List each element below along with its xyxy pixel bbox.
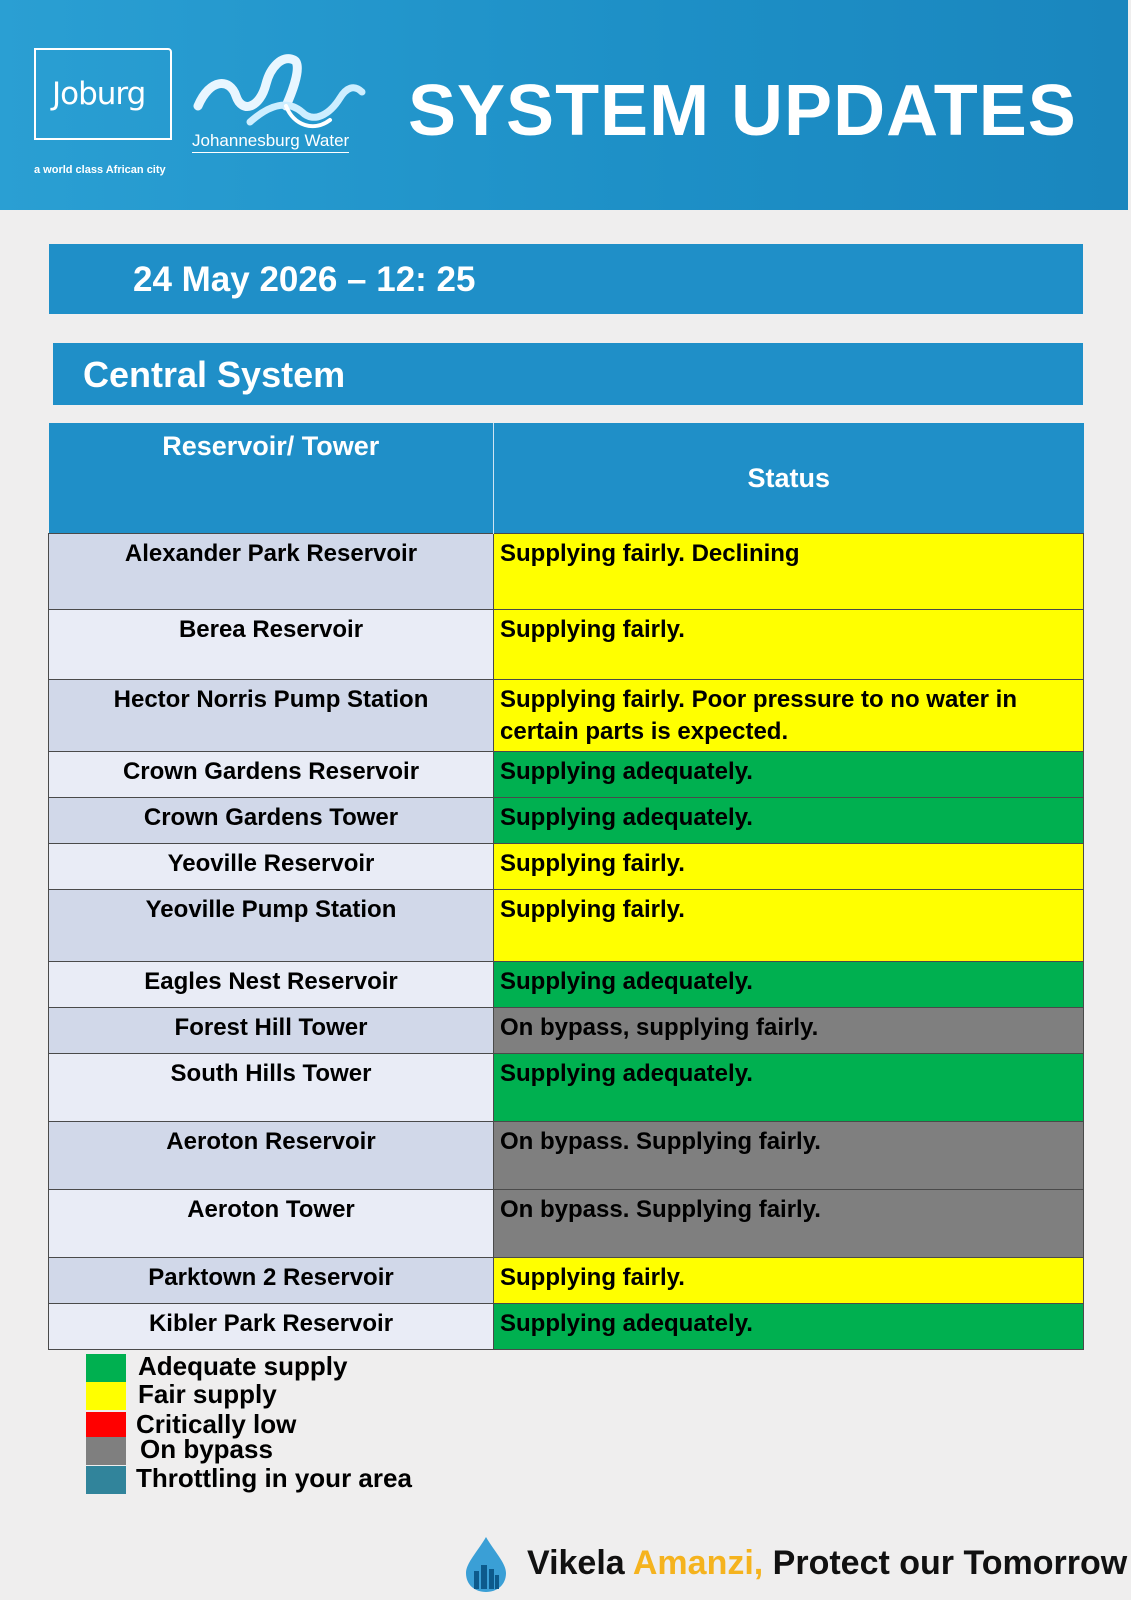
legend-swatch — [86, 1466, 126, 1494]
joburg-tagline: a world class African city — [34, 164, 166, 176]
status-cell: Supplying adequately. — [494, 962, 1084, 1008]
table-row — [49, 844, 1084, 890]
status-cell: Supplying adequately. — [494, 1304, 1084, 1350]
reservoir-name-cell: Crown Gardens Reservoir — [49, 752, 494, 798]
johannesburg-water-name: Johannesburg Water — [192, 131, 349, 153]
reservoir-name-cell: Yeoville Pump Station — [49, 890, 494, 962]
reservoir-name-cell: Aeroton Tower — [49, 1190, 494, 1258]
status-cell: Supplying fairly. — [494, 844, 1084, 890]
reservoir-name-cell: Hector Norris Pump Station — [49, 680, 494, 752]
water-drop-city-icon — [464, 1535, 508, 1593]
status-cell: Supplying fairly. — [494, 1258, 1084, 1304]
legend-label: Throttling in your area — [136, 1463, 412, 1493]
status-cell: Supplying adequately. — [494, 1054, 1084, 1122]
table-row — [49, 1304, 1084, 1350]
reservoir-name-cell: Crown Gardens Tower — [49, 798, 494, 844]
status-cell: On bypass. Supplying fairly. — [494, 1190, 1084, 1258]
status-cell: Supplying fairly. Poor pressure to no water in certain parts is expected. — [494, 680, 1084, 752]
column-header-status: Status — [494, 423, 1084, 534]
legend-label: Adequate supply — [138, 1351, 348, 1381]
legend-swatch — [86, 1382, 126, 1410]
reservoir-name-cell: Kibler Park Reservoir — [49, 1304, 494, 1350]
page-title: SYSTEM UPDATES — [408, 71, 1077, 151]
legend-swatch — [86, 1437, 126, 1465]
table-row — [49, 890, 1084, 962]
date-banner — [49, 244, 1083, 314]
table-row — [49, 1008, 1084, 1054]
reservoir-name-cell: Alexander Park Reservoir — [49, 534, 494, 610]
footer-slogan-accent: Amanzi, — [632, 1544, 764, 1582]
legend-label: Critically low — [136, 1409, 297, 1439]
footer-slogan-part3: Protect our Tomorrow — [763, 1544, 1128, 1582]
reservoir-name-cell: Eagles Nest Reservoir — [49, 962, 494, 1008]
table-row — [49, 1190, 1084, 1258]
status-cell: Supplying fairly. Declining — [494, 534, 1084, 610]
header-banner — [0, 0, 1128, 210]
status-cell: Supplying adequately. — [494, 752, 1084, 798]
table-row — [49, 1258, 1084, 1304]
legend-swatch — [86, 1354, 126, 1382]
reservoir-name-cell: Berea Reservoir — [49, 610, 494, 680]
table-row — [49, 752, 1084, 798]
footer-slogan — [527, 1544, 1127, 1583]
table-header-row — [49, 423, 1084, 534]
date-time-text: 24 May 2026 – 12: 25 — [133, 260, 476, 299]
table-row — [49, 798, 1084, 844]
reservoir-status-table — [48, 423, 1084, 1350]
table-row — [49, 1122, 1084, 1190]
reservoir-name-cell: Aeroton Reservoir — [49, 1122, 494, 1190]
system-name: Central System — [83, 354, 346, 395]
table-row — [49, 680, 1084, 752]
legend-label: On bypass — [140, 1434, 273, 1464]
status-cell: Supplying fairly. — [494, 610, 1084, 680]
footer-slogan-part1: Vikela — [527, 1544, 633, 1582]
reservoir-name-cell: South Hills Tower — [49, 1054, 494, 1122]
joburg-logo — [34, 48, 172, 140]
table-row — [49, 1054, 1084, 1122]
joburg-logo-text: Joburg — [52, 76, 146, 112]
status-cell: On bypass, supplying fairly. — [494, 1008, 1084, 1054]
reservoir-name-cell: Parktown 2 Reservoir — [49, 1258, 494, 1304]
status-cell: Supplying adequately. — [494, 798, 1084, 844]
legend-label: Fair supply — [138, 1379, 277, 1409]
status-cell: Supplying fairly. — [494, 890, 1084, 962]
table-row — [49, 534, 1084, 610]
table-row — [49, 610, 1084, 680]
system-banner — [53, 343, 1083, 405]
reservoir-name-cell: Forest Hill Tower — [49, 1008, 494, 1054]
status-cell: On bypass. Supplying fairly. — [494, 1122, 1084, 1190]
legend-swatch — [86, 1412, 126, 1440]
reservoir-name-cell: Yeoville Reservoir — [49, 844, 494, 890]
column-header-reservoir: Reservoir/ Tower — [49, 423, 494, 534]
table-row — [49, 962, 1084, 1008]
